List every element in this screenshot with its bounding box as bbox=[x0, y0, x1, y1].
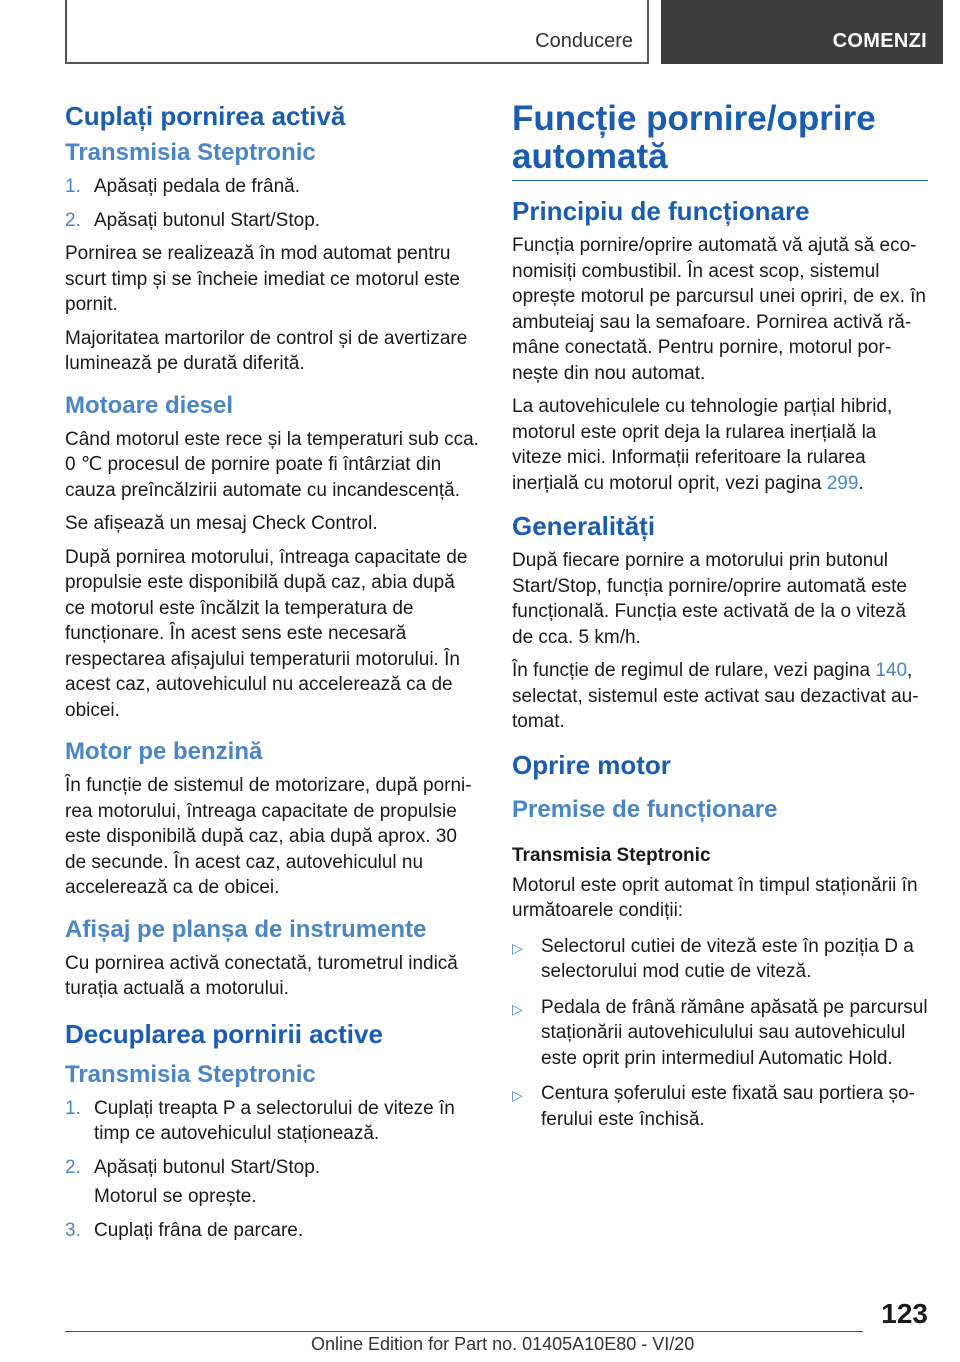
header-section-box bbox=[65, 0, 649, 64]
step-text: Cuplați frâna de parcare. bbox=[94, 1219, 304, 1241]
step-item bbox=[65, 174, 480, 200]
paragraph-text: La autovehiculele cu tehnologie parțial hibrid, motorul este oprit deja la rularea inerțială la viteze mici. Informații referitoare la rularea inerțială cu motorul oprit, vezi pagina bbox=[512, 396, 893, 494]
heading-diesel: Motoare diesel bbox=[65, 391, 234, 419]
list-item bbox=[512, 1081, 928, 1132]
step-text: Cuplați treapta P a selectorului de viteze în timp ce autovehiculul staționează. bbox=[94, 1097, 455, 1144]
list-item bbox=[512, 995, 928, 1072]
heading-engine-stop: Oprire motor bbox=[512, 749, 671, 780]
paragraph: După fiecare pornire a motorului prin butonul Start/Stop, funcția pornire/oprire automată este funcțională. Funcția este activată de la o viteză de cca. 5 km/h. bbox=[512, 550, 907, 648]
step-item bbox=[65, 1218, 480, 1244]
paragraph: Cu pornirea activă conectată, turometrul indică turația actuală a motorului. bbox=[65, 952, 458, 999]
heading-prerequisites: Premise de funcționare bbox=[512, 795, 778, 823]
heading-steptronic-1: Transmisia Steptronic bbox=[65, 139, 316, 166]
step-item bbox=[65, 208, 480, 234]
step-note: Motorul se oprește. bbox=[94, 1186, 257, 1207]
step-text: Apăsați butonul Start/Stop. bbox=[94, 209, 321, 231]
page-number: 123 bbox=[881, 1298, 928, 1329]
right-column bbox=[512, 100, 928, 1142]
step-number: 2. bbox=[65, 1156, 81, 1178]
triangle-bullet-icon: ▷ bbox=[512, 939, 523, 956]
paragraph-text: . bbox=[858, 472, 864, 494]
list-item bbox=[512, 934, 928, 985]
step-number: 1. bbox=[65, 1097, 81, 1119]
heading-steptronic-right: Transmisia Steptronic bbox=[512, 844, 711, 866]
step-item bbox=[65, 1096, 480, 1147]
paragraph: Se afișează un mesaj Check Control. bbox=[65, 513, 378, 534]
step-number: 2. bbox=[65, 209, 81, 231]
triangle-bullet-icon: ▷ bbox=[512, 1087, 523, 1103]
heading-active-start: Cuplați pornirea activă bbox=[65, 101, 346, 131]
step-number: 3. bbox=[65, 1219, 81, 1241]
paragraph-text: În funcție de regimul de rulare, vezi pagina bbox=[512, 660, 876, 681]
list-item-text: Selectorul cutiei de viteză este în poziția D a selectorului mod cutie de viteză. bbox=[541, 935, 914, 982]
page-link-140[interactable]: 140 bbox=[875, 660, 908, 681]
paragraph: Când motorul este rece și la temperaturi sub cca. 0 ℃ procesul de pornire poate fi întârziat din cauza preîncălzirii automate cu incandescență. bbox=[65, 428, 479, 501]
paragraph bbox=[512, 658, 928, 735]
heading-instrument-display: Afișaj pe planșa de instrumente bbox=[65, 915, 427, 943]
triangle-bullet-icon: ▷ bbox=[512, 1000, 523, 1017]
header-section-label: Conducere bbox=[535, 30, 633, 52]
list-item-text: Centura șoferului este fixată sau portiera șoferului este închisă. bbox=[541, 1083, 915, 1130]
paragraph bbox=[512, 394, 928, 496]
paragraph: După pornirea motorului, întreaga capacitate de propulsie este disponibilă după caz, abia după ce motorul este încălzit la temperatura de funcționare. În acest sens este necesară respectarea afișajului temperaturii motorului. În acest caz, autovehiculul nu accelerează ca de obicei. bbox=[65, 546, 468, 721]
paragraph: În funcție de sistemul de motorizare, după pornirea motorului, întreaga capacitate de propulsie este disponibilă după caz, abia după aprox. 30 de secunde. În acest caz, autovehiculul nu accelerează ca de obicei. bbox=[65, 775, 472, 898]
step-text: Apăsați butonul Start/Stop. bbox=[94, 1156, 321, 1178]
list-item-text: Pedala de frână rămâne apăsată pe parcursul staționării autovehiculului sau autovehiculul este oprit prin intermediul Automatic Hold. bbox=[541, 996, 928, 1069]
step-number: 1. bbox=[65, 176, 81, 197]
paragraph: Majoritatea martorilor de control și de avertizare luminează pe durată diferită. bbox=[65, 327, 468, 374]
footer-divider bbox=[65, 1331, 863, 1332]
page-title: Funcție pornire/oprire automată bbox=[512, 100, 928, 181]
paragraph-text: , selectat, sistemul este activat sau dezactivat automat. bbox=[512, 660, 919, 732]
heading-petrol: Motor pe benzină bbox=[65, 738, 263, 765]
heading-steptronic-2: Transmisia Steptronic bbox=[65, 1060, 316, 1088]
heading-general: Generalități bbox=[512, 511, 656, 541]
paragraph: Motorul este oprit automat în timpul staționării în următoarele condiții: bbox=[512, 874, 918, 921]
heading-principle: Principiu de funcționare bbox=[512, 196, 810, 226]
paragraph: Pornirea se realizează în mod automat pentru scurt timp și se încheie imediat ce motorul este pornit. bbox=[65, 243, 460, 315]
step-item bbox=[65, 1155, 480, 1181]
page-link-299[interactable]: 299 bbox=[826, 472, 859, 494]
paragraph: Funcția pornire/oprire automată vă ajută să economisiți combustibil. În acest scop, sistemul oprește motorul pe parcursul unei opriri, de ex. în ambuteiaj sau la semafoare. Pornirea activă rămâne conectată. Pentru pornire, motorul pornește din nou automat. bbox=[512, 235, 926, 384]
header-chapter-label: COMENZI bbox=[832, 30, 927, 52]
left-column bbox=[65, 100, 480, 1251]
heading-deactivate: Decuplarea pornirii active bbox=[65, 1018, 383, 1049]
header-chapter-box bbox=[661, 0, 943, 64]
footer-edition: Online Edition for Part no. 01405A10E80 - VI/20 bbox=[311, 1334, 695, 1354]
step-text: Apăsați pedala de frână. bbox=[94, 176, 300, 197]
